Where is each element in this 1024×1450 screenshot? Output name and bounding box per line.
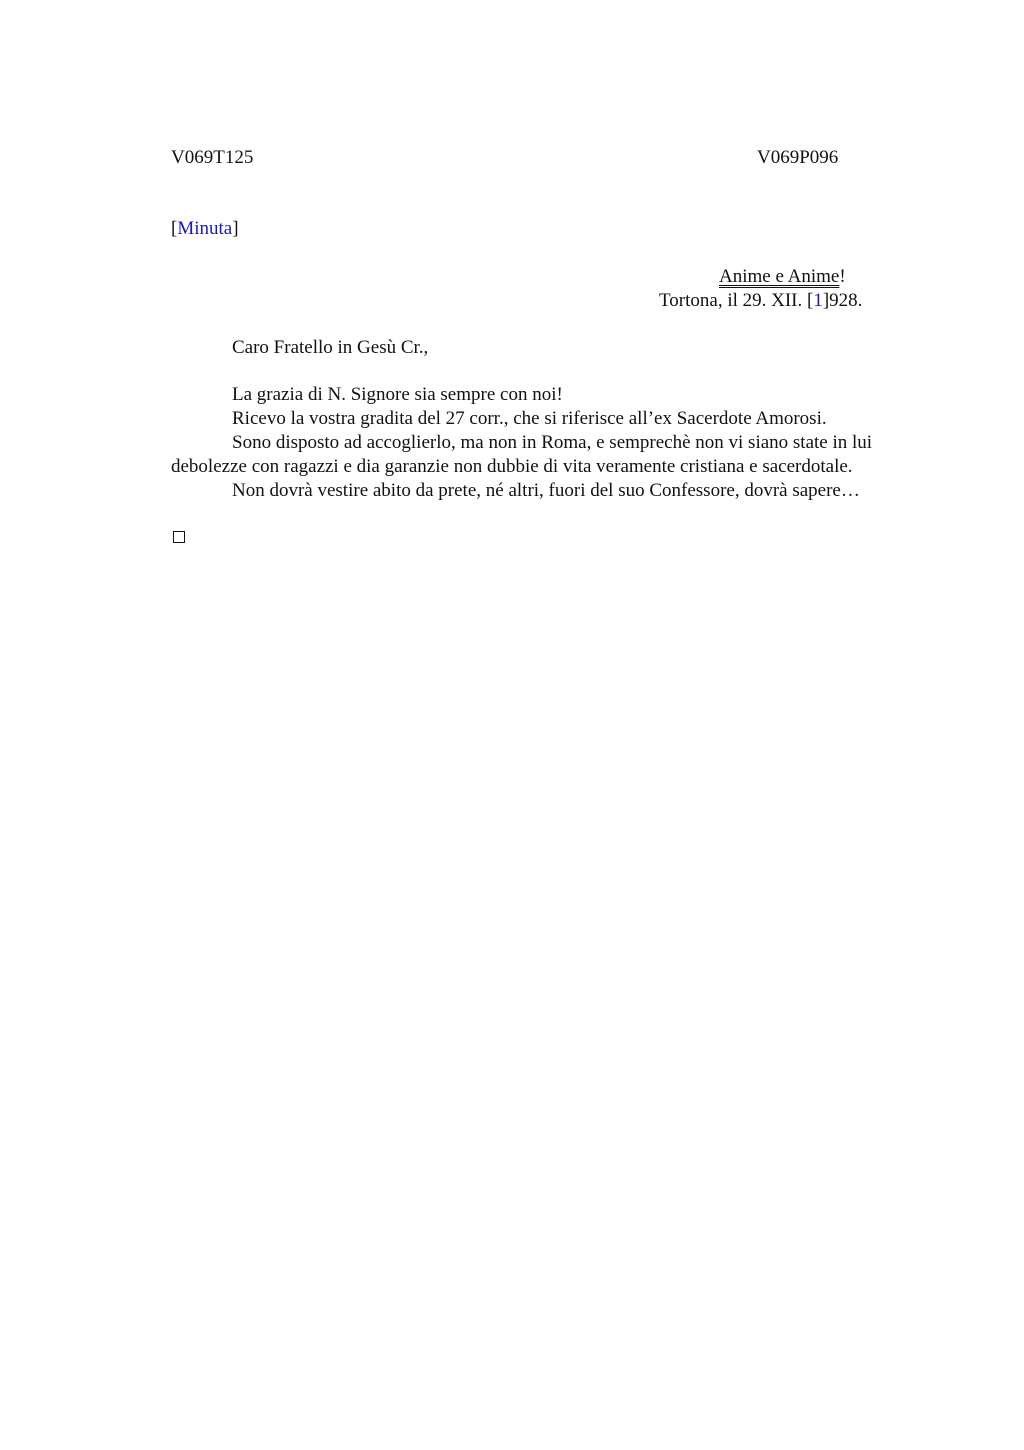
editorial-note: [171, 217, 239, 241]
note-close-bracket: ]: [232, 218, 239, 239]
checkbox-icon: [173, 531, 185, 543]
document-code-right: V069P096: [757, 147, 839, 168]
salutation: Caro Fratello in Gesù Cr.,: [232, 337, 429, 358]
letter-body: [171, 383, 916, 503]
note-label: Minuta: [177, 218, 233, 239]
date-inserted-digit: 1: [813, 290, 823, 311]
date-line: [659, 289, 862, 313]
date-prefix: Tortona, il 29. XII. [: [659, 290, 814, 311]
paragraph: Sono disposto ad accoglierlo, ma non in Roma, e semprechè non vi siano state in lui debolezze con ragazzi e dia garanzie non dubbie di vita veramente cristiana e sacerdotale.: [171, 432, 873, 477]
document-code-left: V069T125: [171, 147, 254, 168]
note-open-bracket: [: [171, 218, 178, 239]
motto-text: Anime e Anime: [719, 266, 840, 287]
date-suffix: ]928.: [822, 290, 863, 311]
motto: [719, 265, 846, 289]
paragraph: La grazia di N. Signore sia sempre con noi!: [232, 384, 563, 405]
paragraph: Non dovrà vestire abito da prete, né altri, fuori del suo Confessore, dovrà sapere…: [232, 480, 860, 501]
paragraph: Ricevo la vostra gradita del 27 corr., che si riferisce all’ex Sacerdote Amorosi.: [232, 408, 827, 429]
motto-suffix: !: [839, 266, 846, 287]
